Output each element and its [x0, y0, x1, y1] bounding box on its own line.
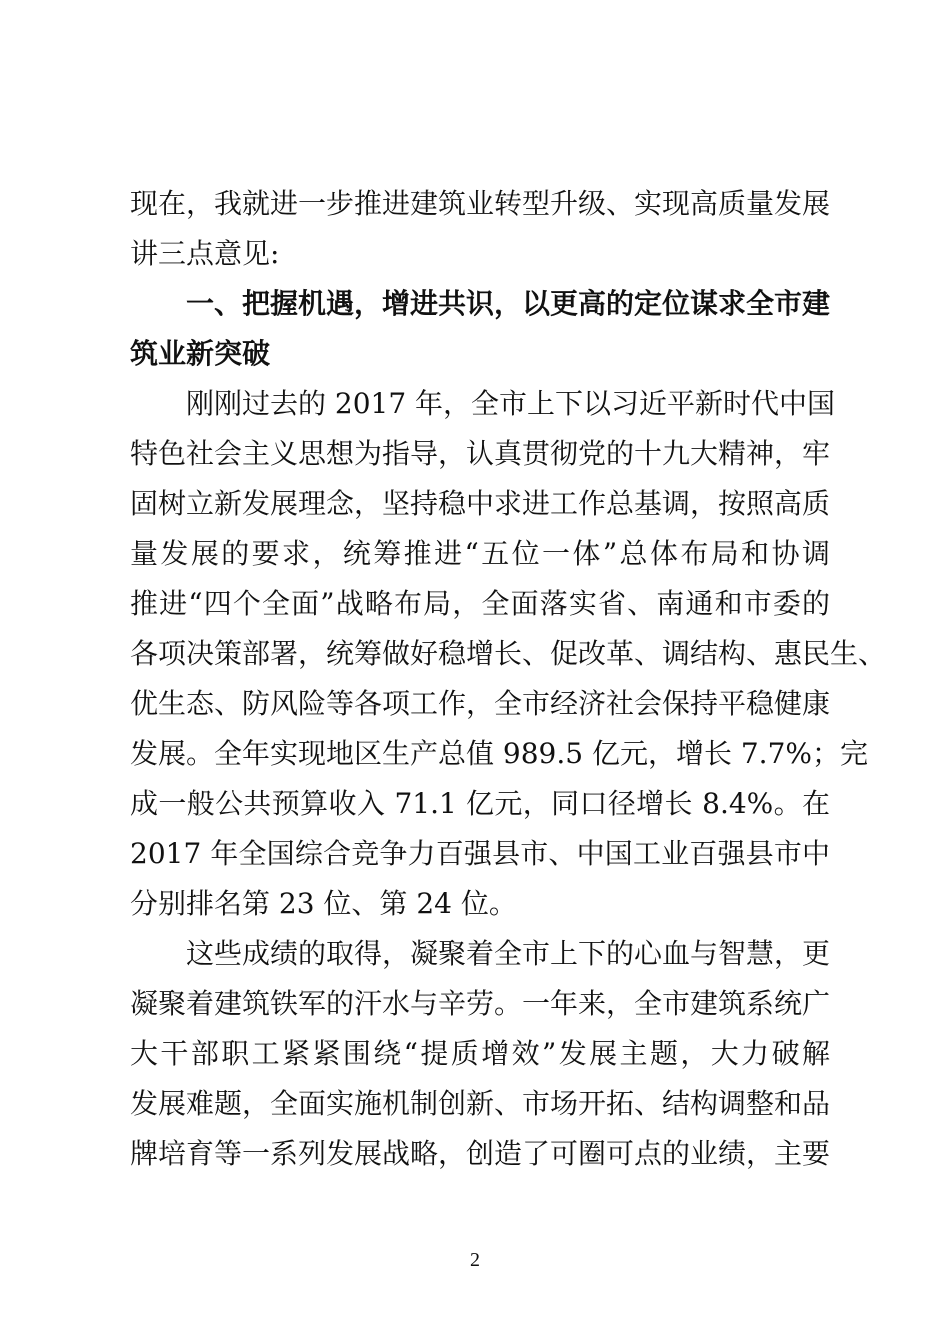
- body-text-line: 量发展的要求，统筹推进“五位一体”总体布局和协调: [130, 537, 830, 570]
- section-heading-line: 一、把握机遇，增进共识，以更高的定位谋求全市建: [186, 287, 831, 320]
- page-number: 2: [470, 1249, 480, 1271]
- body-text-line: 大干部职工紧紧围绕“提质增效”发展主题，大力破解: [130, 1037, 830, 1070]
- body-text-line: 推进“四个全面”战略布局，全面落实省、南通和市委的: [130, 587, 830, 620]
- body-text-line: 发展。全年实现地区生产总值 989.5 亿元，增长 7.7%；完: [130, 737, 868, 770]
- body-text-line: 固树立新发展理念，坚持稳中求进工作总基调，按照高质: [130, 487, 831, 520]
- section-heading-line: 筑业新突破: [130, 337, 271, 370]
- body-text-line: 讲三点意见:: [130, 237, 280, 270]
- body-text-line: 牌培育等一系列发展战略，创造了可圈可点的业绩，主要: [130, 1137, 831, 1170]
- body-text-line: 发展难题，全面实施机制创新、市场开拓、结构调整和品: [130, 1087, 831, 1120]
- body-text-line: 现在，我就进一步推进建筑业转型升级、实现高质量发展: [130, 187, 831, 220]
- body-text-line: 成一般公共预算收入 71.1 亿元，同口径增长 8.4%。在: [130, 787, 830, 820]
- body-text-line: 凝聚着建筑铁军的汗水与辛劳。一年来，全市建筑系统广: [130, 987, 831, 1020]
- body-text-line: 特色社会主义思想为指导，认真贯彻党的十九大精神，牢: [130, 437, 831, 470]
- body-text-line: 分别排名第 23 位、第 24 位。: [130, 887, 517, 920]
- body-text-line: 优生态、防风险等各项工作，全市经济社会保持平稳健康: [130, 687, 831, 720]
- body-text-line: 刚刚过去的 2017 年，全市上下以习近平新时代中国: [186, 387, 836, 420]
- body-text-line: 各项决策部署，统筹做好稳增长、促改革、调结构、惠民生、: [130, 637, 887, 670]
- body-text-line: 这些成绩的取得，凝聚着全市上下的心血与智慧，更: [186, 937, 831, 970]
- body-text-line: 2017 年全国综合竞争力百强县市、中国工业百强县市中: [130, 837, 830, 870]
